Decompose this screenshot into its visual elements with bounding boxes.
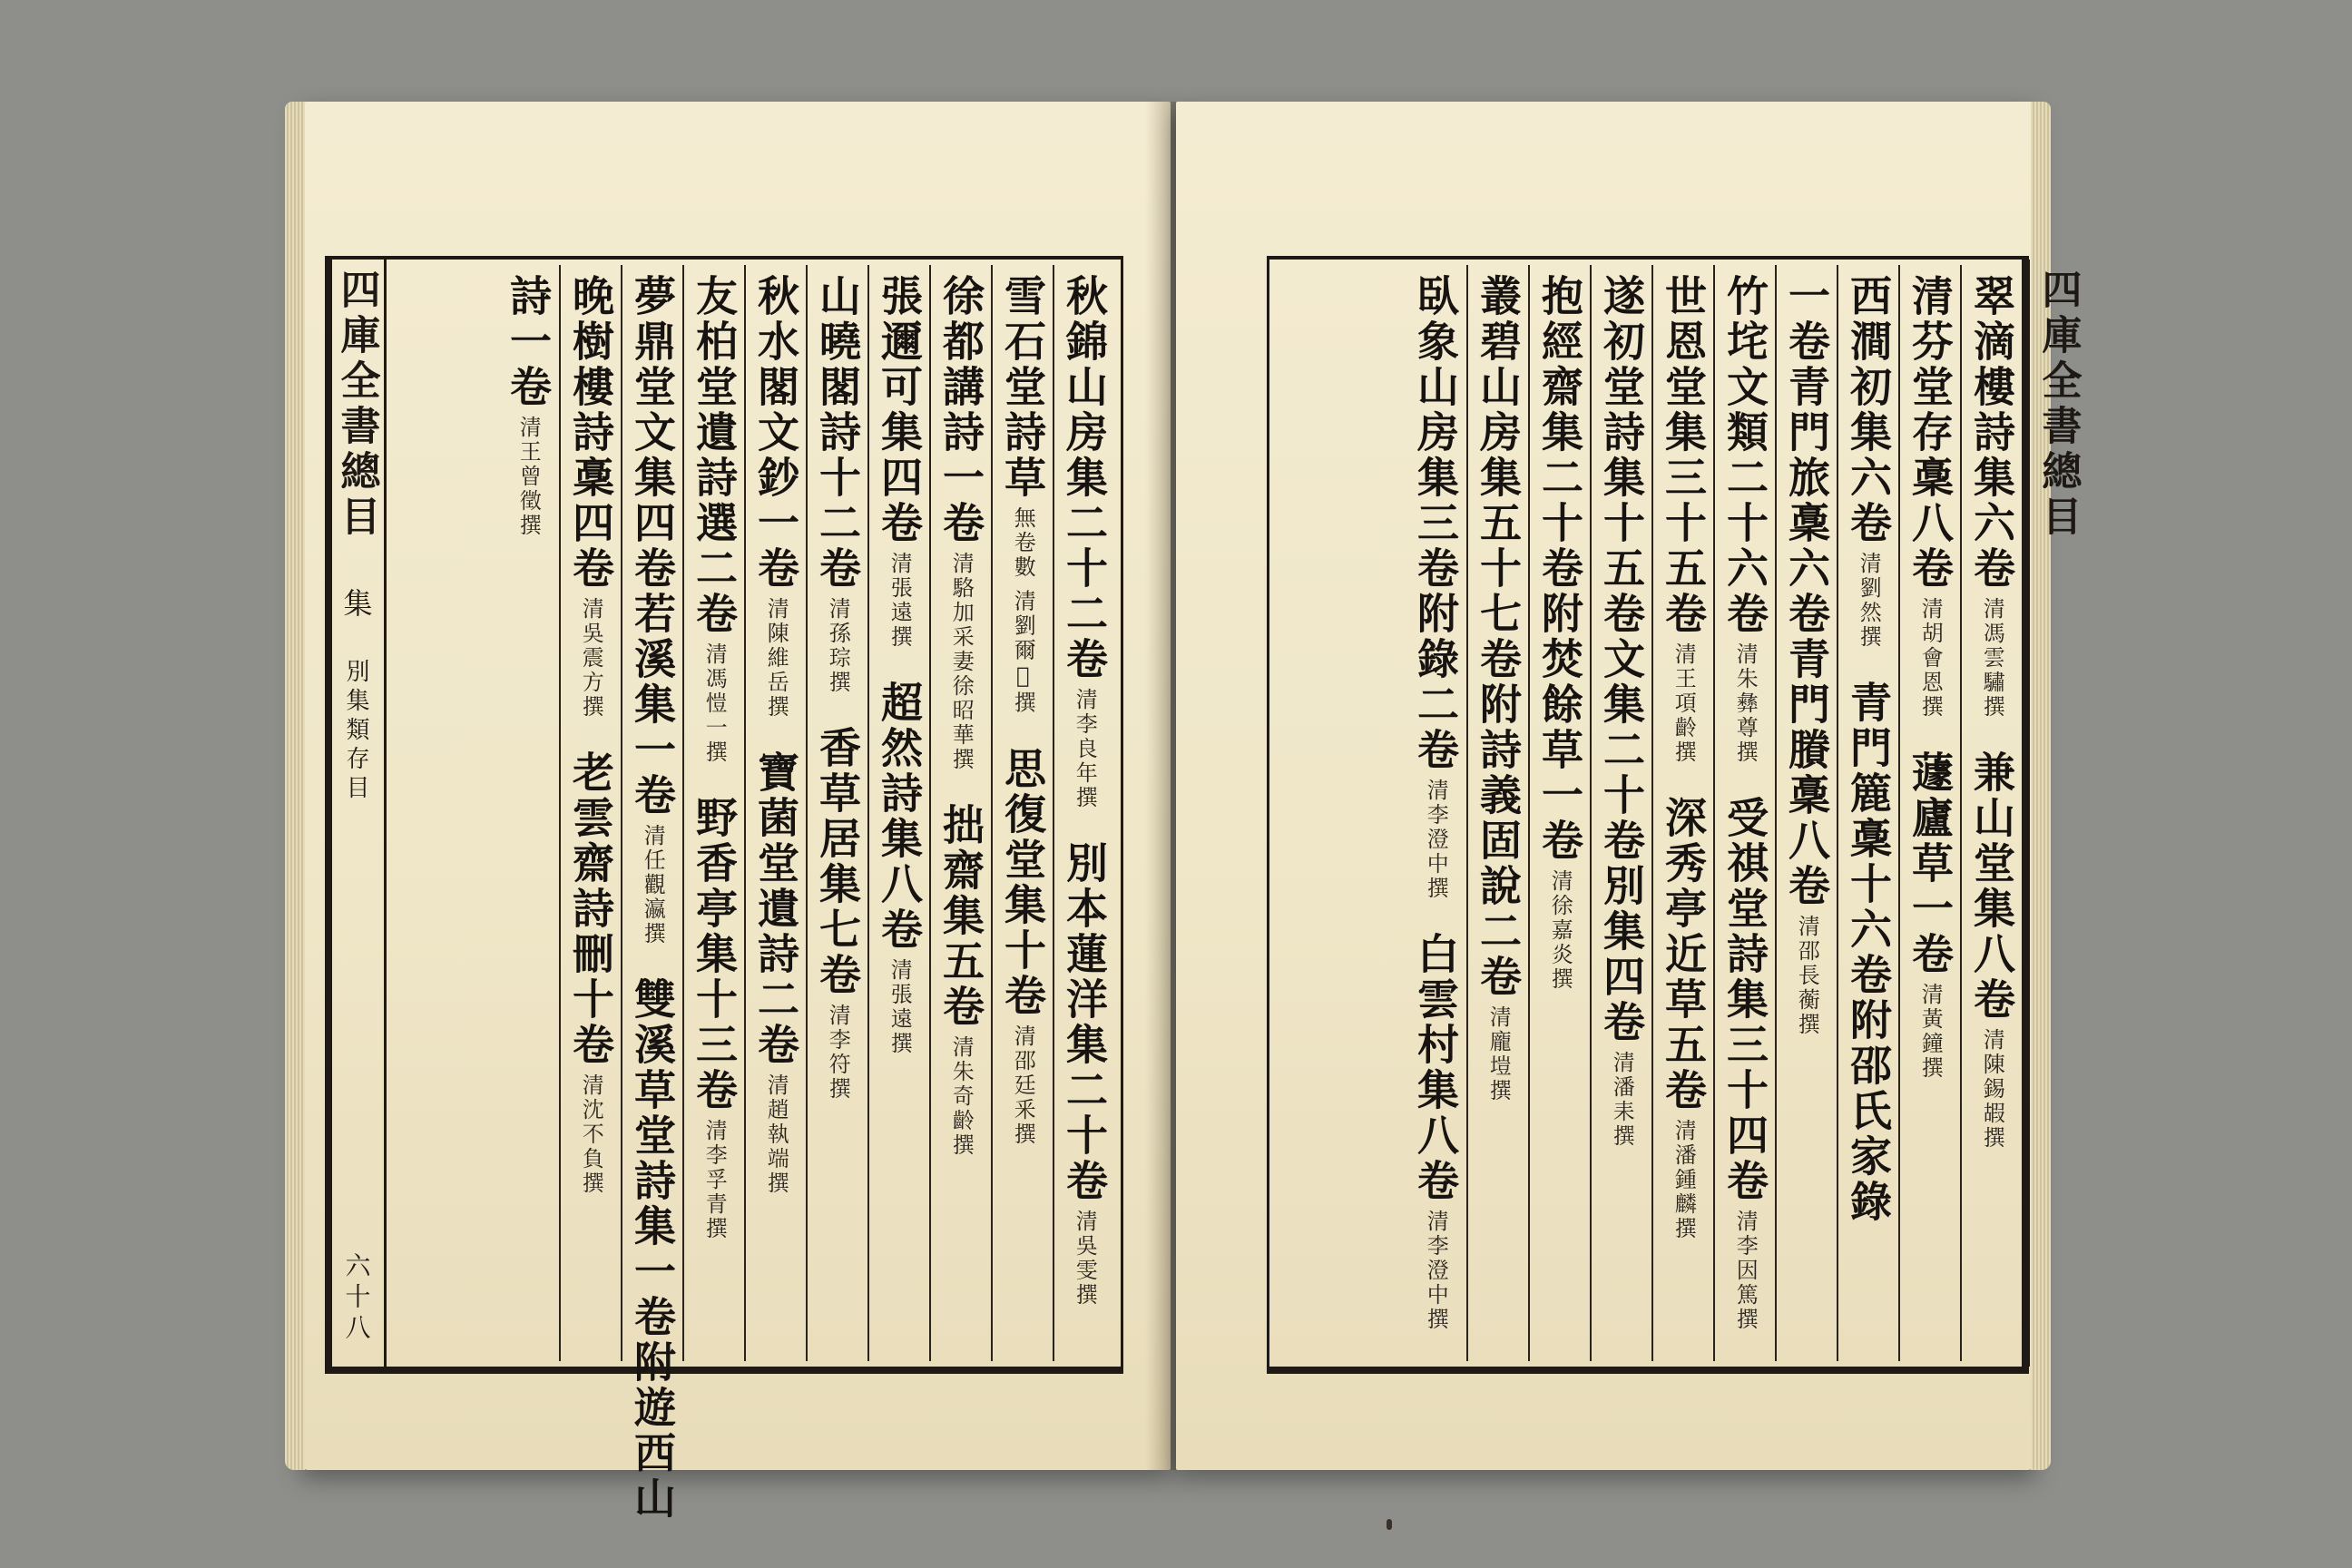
catalog-entry [875,681,924,1056]
margin-title: 四庫全書總目 [333,269,380,541]
left-text-frame [325,256,1123,1522]
entry-title: 別本蓮洋集二十卷 [1060,841,1109,1204]
text-column [497,265,559,1361]
entry-author-note: 清馮雲驌撰 [1979,597,2005,720]
entry-author-note: 清劉然撰 [1856,552,1882,650]
text-column [867,265,929,1361]
left-page [299,102,1171,1522]
entry-author-note: 清任觀瀛撰 [640,824,666,946]
entry-title: 遂初堂詩集十五卷文集二十卷別集四卷 [1597,274,1646,1045]
catalog-entry [751,274,800,720]
entry-author-note: 清王項齡撰 [1671,642,1697,765]
entry-title: 拙齋集五卷 [936,803,985,1030]
binding-mark [1387,1519,1392,1530]
entry-title: 世恩堂集三十五卷 [1659,274,1708,637]
text-column [806,265,867,1361]
text-column [1960,265,2022,1361]
entry-author-note: 清張遠撰 [887,958,913,1056]
entry-title: 受祺堂詩集三十四卷 [1720,796,1769,1204]
entry-title: 香草居集七卷 [813,726,862,998]
entry-author-note: 清龐塏撰 [1485,1005,1512,1103]
entry-title: 清芬堂存稾八卷 [1906,274,1955,592]
catalog-entry [1967,750,2016,1151]
entry-author-note: 無卷數 清劉爾𢗅撰 [1010,506,1036,716]
frame-rule [1267,260,1269,1367]
right-text-frame [1267,256,2082,1374]
text-column [744,265,806,1361]
catalog-entry [875,274,924,650]
entry-author-note: 清孫琮撰 [825,597,851,695]
entry-title: 青門簏稾十六卷附邵氏家錄 [1844,681,1893,1225]
text-column [1775,265,1837,1361]
catalog-entry [1844,274,1893,650]
entry-title: 秋錦山房集二十二卷 [1060,274,1109,682]
entry-author-note: 清趙執端撰 [763,1073,789,1196]
entry-author-note: 清陳維岳撰 [763,597,789,720]
text-column [991,265,1053,1361]
margin-title-right: 四庫全書總目 [2034,269,2082,541]
page-edge [285,102,305,1470]
catalog-entry [628,977,677,1522]
entry-title: 張邇可集四卷 [875,274,924,546]
text-column [1898,265,1960,1361]
entry-title: 叢碧山房集五十七卷附詩義固說二卷 [1474,274,1523,1000]
catalog-entry [1411,274,1460,901]
entry-title: 寶菌堂遺詩二卷 [751,750,800,1068]
entry-author-note: 清潘鍾麟撰 [1671,1119,1697,1241]
entry-author-note: 清李因篤撰 [1732,1210,1759,1332]
catalog-entry [998,746,1047,1147]
catalog-entry [1782,274,1831,1037]
entry-author-note: 清朱奇齡撰 [948,1035,975,1158]
entry-title: 秋水閣文鈔一卷 [751,274,800,592]
left-columns [396,265,1114,1522]
text-column [1590,265,1651,1361]
margin-section: 集 [338,588,374,622]
entry-title: 山曉閣詩十二卷 [813,274,862,592]
catalog-entry [1411,932,1460,1332]
entry-author-note: 清吳雯撰 [1072,1210,1098,1308]
entry-author-note: 清馮愷一撰 [701,642,728,765]
catalog-entry [566,274,615,720]
right-center-margin [2027,260,2085,1367]
text-column [929,265,991,1361]
entry-author-note: 清王曾徵撰 [515,416,542,538]
text-column [1713,265,1775,1361]
catalog-entry [1967,274,2016,720]
text-column [1466,265,1528,1361]
catalog-entry [936,274,985,772]
entry-author-note: 清李澄中撰 [1423,779,1449,901]
catalog-entry [566,750,615,1196]
entry-author-note: 清邵廷釆撰 [1010,1024,1036,1147]
entry-author-note: 清胡會恩撰 [1917,597,1944,720]
text-column [1053,265,1114,1361]
folio-number: 六十八 [341,1252,372,1345]
entry-author-note: 清張遠撰 [887,552,913,650]
margin-category: 別集類存目 [342,659,369,804]
catalog-entry [1060,274,1109,810]
center-margin [328,260,387,1367]
entry-title: 蘧廬草一卷 [1906,750,1955,977]
entry-title: 雪石堂詩草 [998,274,1047,501]
text-column [1405,265,1466,1361]
entry-title: 翠滴樓詩集六卷 [1967,274,2016,592]
entry-title: 徐都講詩一卷 [936,274,985,546]
catalog-entry [936,803,985,1158]
entry-title: 白雲村集八卷 [1411,932,1460,1204]
entry-title: 夢鼎堂文集四卷若溪集一卷 [628,274,677,818]
entry-title: 思復堂集十卷 [998,746,1047,1019]
entry-title: 雙溪草堂詩集一卷附遊西山 [628,977,677,1522]
entry-title: 兼山堂集八卷 [1967,750,2016,1023]
catalog-entry [1060,841,1109,1308]
catalog-entry [1906,274,1955,720]
entry-author-note: 清朱彝尊撰 [1732,642,1759,765]
catalog-entry [813,274,862,695]
right-page [1176,102,2082,1470]
catalog-entry [998,274,1047,716]
entry-author-note: 清潘耒撰 [1609,1051,1635,1149]
entry-author-note: 清李符撰 [825,1004,851,1102]
catalog-entry [690,796,739,1241]
entry-title: 西澗初集六卷 [1844,274,1893,546]
entry-author-note: 清徐嘉炎撰 [1547,869,1573,992]
catalog-entry [1720,796,1769,1332]
entry-title: 詩一卷 [504,274,553,410]
catalog-entry [1720,274,1769,765]
entry-title: 抱經齋集二十卷附焚餘草一卷 [1535,274,1584,864]
text-column [621,265,682,1522]
text-column [1837,265,1898,1361]
catalog-entry [1659,796,1708,1241]
catalog-entry [1906,750,1955,1081]
entry-author-note: 清邵長蘅撰 [1794,915,1820,1037]
catalog-entry [1535,274,1584,992]
catalog-entry [813,726,862,1102]
catalog-entry [504,274,553,538]
entry-author-note: 清李良年撰 [1072,688,1098,810]
catalog-entry [1659,274,1708,765]
catalog-entry [690,274,739,765]
catalog-entry [628,274,677,946]
frame-rule [1121,260,1123,1367]
entry-title: 臥象山房集三卷附錄二卷 [1411,274,1460,773]
entry-title: 野香亭集十三卷 [690,796,739,1113]
entry-author-note: 清黃鐘撰 [1917,983,1944,1081]
entry-author-note: 清李澄中撰 [1423,1210,1449,1332]
entry-author-note: 清沈不負撰 [578,1073,604,1196]
text-column [1651,265,1713,1361]
catalog-entry [1597,274,1646,1149]
entry-title: 友柏堂遺詩選二卷 [690,274,739,637]
entry-title: 竹垞文類二十六卷 [1720,274,1769,637]
right-columns [1276,265,2022,1361]
entry-title: 超然詩集八卷 [875,681,924,953]
entry-title: 深秀亭近草五卷 [1659,796,1708,1113]
text-column [1528,265,1590,1361]
entry-author-note: 清駱加采妻徐昭華撰 [948,552,975,772]
text-column [682,265,744,1361]
entry-title: 晚樹樓詩稾四卷 [566,274,615,592]
entry-author-note: 清李孚青撰 [701,1119,728,1241]
catalog-entry [751,750,800,1196]
entry-title: 老雲齋詩刪十卷 [566,750,615,1068]
catalog-entry [1844,681,1893,1225]
text-column [559,265,621,1361]
entry-author-note: 清吳震方撰 [578,597,604,720]
catalog-entry [1474,274,1523,1103]
entry-title: 一卷青門旅稾六卷青門賸稾八卷 [1782,274,1831,909]
entry-author-note: 清陳錫嘏撰 [1979,1028,2005,1151]
